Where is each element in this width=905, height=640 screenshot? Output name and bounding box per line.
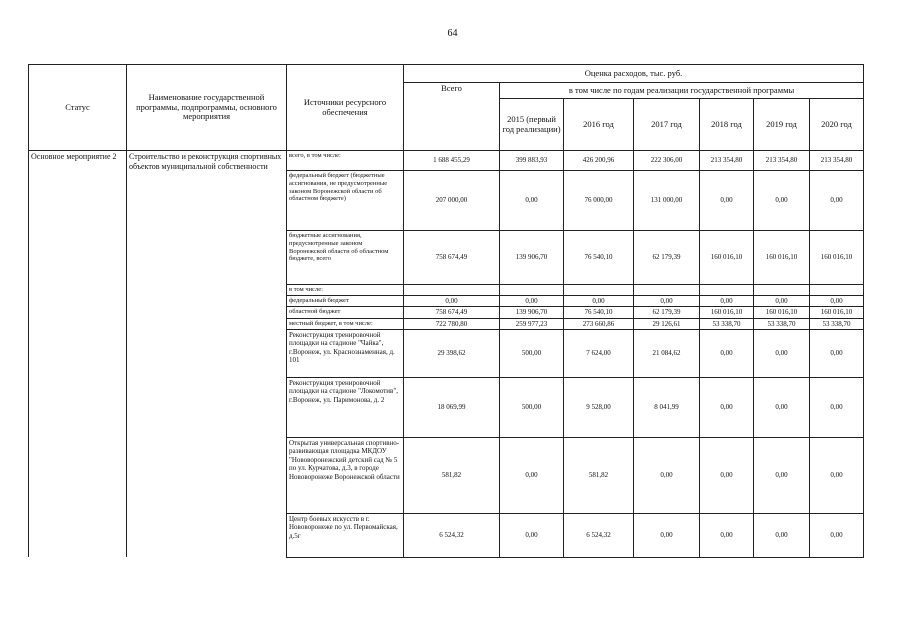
value-cell: 0,00 <box>634 513 700 557</box>
value-cell: 131 000,00 <box>634 171 700 231</box>
value-cell <box>634 285 700 296</box>
value-cell: 0,00 <box>810 377 864 437</box>
value-cell: 0,00 <box>700 329 754 377</box>
value-cell: 0,00 <box>500 437 564 513</box>
value-cell: 0,00 <box>810 513 864 557</box>
value-cell: 0,00 <box>754 171 810 231</box>
value-cell: 0,00 <box>754 437 810 513</box>
value-cell: 500,00 <box>500 329 564 377</box>
value-cell: 76 540,10 <box>564 307 634 318</box>
source-cell: федеральный бюджет <box>287 295 404 306</box>
value-cell: 76 540,10 <box>564 231 634 285</box>
value-cell: 160 016,10 <box>754 307 810 318</box>
source-cell: федеральный бюджет (бюджетные ассигнования, не предусмотренные законом Воронежской области об областном бюджете) <box>287 171 404 231</box>
value-cell: 0,00 <box>754 329 810 377</box>
value-cell: 160 016,10 <box>700 307 754 318</box>
value-cell: 6 524,32 <box>564 513 634 557</box>
header-year: 2016 год <box>564 99 634 151</box>
value-cell: 273 660,86 <box>564 318 634 329</box>
value-cell: 139 906,70 <box>500 307 564 318</box>
header-status: Статус <box>29 65 127 151</box>
value-cell: 139 906,70 <box>500 231 564 285</box>
value-cell: 62 179,39 <box>634 307 700 318</box>
value-cell: 29 126,61 <box>634 318 700 329</box>
program-name-cell: Строительство и реконструкция спортивных объектов муниципальной собственности <box>127 151 287 558</box>
value-cell: 0,00 <box>500 171 564 231</box>
value-cell: 213 354,80 <box>700 151 754 171</box>
source-cell: всего, в том числе: <box>287 151 404 171</box>
source-cell: бюджетные ассигнования, предусмотренные законом Воронежской области об областном бюджете, всего <box>287 231 404 285</box>
value-cell: 53 338,70 <box>700 318 754 329</box>
value-cell <box>564 285 634 296</box>
value-cell: 18 069,99 <box>404 377 500 437</box>
value-cell: 21 084,62 <box>634 329 700 377</box>
value-cell <box>754 285 810 296</box>
header-sources: Источники ресурсного обеспечения <box>287 65 404 151</box>
value-cell <box>810 285 864 296</box>
value-cell: 222 306,00 <box>634 151 700 171</box>
source-cell: Реконструкция тренировочной площадки на стадионе "Локомотив", г.Воронеж, ул. Паримонова, д. 2 <box>287 377 404 437</box>
header-year: 2015 (первый год реализации) <box>500 99 564 151</box>
value-cell <box>700 285 754 296</box>
value-cell: 259 977,23 <box>500 318 564 329</box>
value-cell: 0,00 <box>634 437 700 513</box>
page-number: 64 <box>447 28 458 39</box>
value-cell: 0,00 <box>700 171 754 231</box>
value-cell: 581,82 <box>564 437 634 513</box>
source-cell: местный бюджет, в том числе: <box>287 318 404 329</box>
value-cell: 76 000,00 <box>564 171 634 231</box>
source-cell: Реконструкция тренировочной площадки на стадионе "Чайка", г.Воронеж, ул. Краснознаменная, д. 101 <box>287 329 404 377</box>
value-cell: 0,00 <box>810 329 864 377</box>
value-cell: 758 674,49 <box>404 231 500 285</box>
value-cell: 160 016,10 <box>810 231 864 285</box>
value-cell: 53 338,70 <box>754 318 810 329</box>
budget-table <box>28 64 864 558</box>
header-year: 2020 год <box>810 99 864 151</box>
value-cell: 29 398,62 <box>404 329 500 377</box>
value-cell <box>500 285 564 296</box>
value-cell: 0,00 <box>500 295 564 306</box>
source-cell: Центр боевых искусств в г. Нововоронеже по ул. Первомайская, д.5г <box>287 513 404 557</box>
value-cell: 722 780,80 <box>404 318 500 329</box>
value-cell: 8 041,99 <box>634 377 700 437</box>
value-cell: 53 338,70 <box>810 318 864 329</box>
status-cell: Основное мероприятие 2 <box>29 151 127 558</box>
header-total: Всего <box>404 83 500 151</box>
value-cell: 207 000,00 <box>404 171 500 231</box>
header-cost-estimate: Оценка расходов, тыс. руб. <box>404 65 864 83</box>
header-program-name: Наименование государственной программы, подпрограммы, основного мероприятия <box>127 65 287 151</box>
table-row <box>29 151 864 171</box>
value-cell: 0,00 <box>700 295 754 306</box>
value-cell: 213 354,80 <box>810 151 864 171</box>
source-cell: Открытая универсальная спортивно-развивающая площадка МКДОУ "Нововоронежский детский сад № 5 по ул. Курчатова, д.3, в городе Нововоронеже Воронежской области <box>287 437 404 513</box>
source-cell: в том числе: <box>287 285 404 296</box>
value-cell: 581,82 <box>404 437 500 513</box>
value-cell: 0,00 <box>700 513 754 557</box>
value-cell: 6 524,32 <box>404 513 500 557</box>
source-cell: областной бюджет <box>287 307 404 318</box>
header-by-years: в том числе по годам реализации государственной программы <box>500 83 864 99</box>
value-cell <box>404 285 500 296</box>
value-cell: 758 674,49 <box>404 307 500 318</box>
header-year: 2019 год <box>754 99 810 151</box>
value-cell: 0,00 <box>754 513 810 557</box>
value-cell: 1 688 455,29 <box>404 151 500 171</box>
header-year: 2018 год <box>700 99 754 151</box>
value-cell: 9 528,00 <box>564 377 634 437</box>
header-year: 2017 год <box>634 99 700 151</box>
value-cell: 0,00 <box>810 437 864 513</box>
value-cell: 0,00 <box>754 377 810 437</box>
value-cell: 7 624,00 <box>564 329 634 377</box>
value-cell: 160 016,10 <box>810 307 864 318</box>
value-cell: 0,00 <box>810 295 864 306</box>
value-cell: 160 016,10 <box>700 231 754 285</box>
value-cell: 0,00 <box>700 437 754 513</box>
value-cell: 0,00 <box>634 295 700 306</box>
value-cell: 0,00 <box>564 295 634 306</box>
value-cell: 213 354,80 <box>754 151 810 171</box>
value-cell: 0,00 <box>810 171 864 231</box>
value-cell: 426 200,96 <box>564 151 634 171</box>
value-cell: 0,00 <box>700 377 754 437</box>
value-cell: 62 179,39 <box>634 231 700 285</box>
value-cell: 0,00 <box>404 295 500 306</box>
value-cell: 160 016,10 <box>754 231 810 285</box>
value-cell: 399 883,93 <box>500 151 564 171</box>
value-cell: 500,00 <box>500 377 564 437</box>
value-cell: 0,00 <box>500 513 564 557</box>
value-cell: 0,00 <box>754 295 810 306</box>
